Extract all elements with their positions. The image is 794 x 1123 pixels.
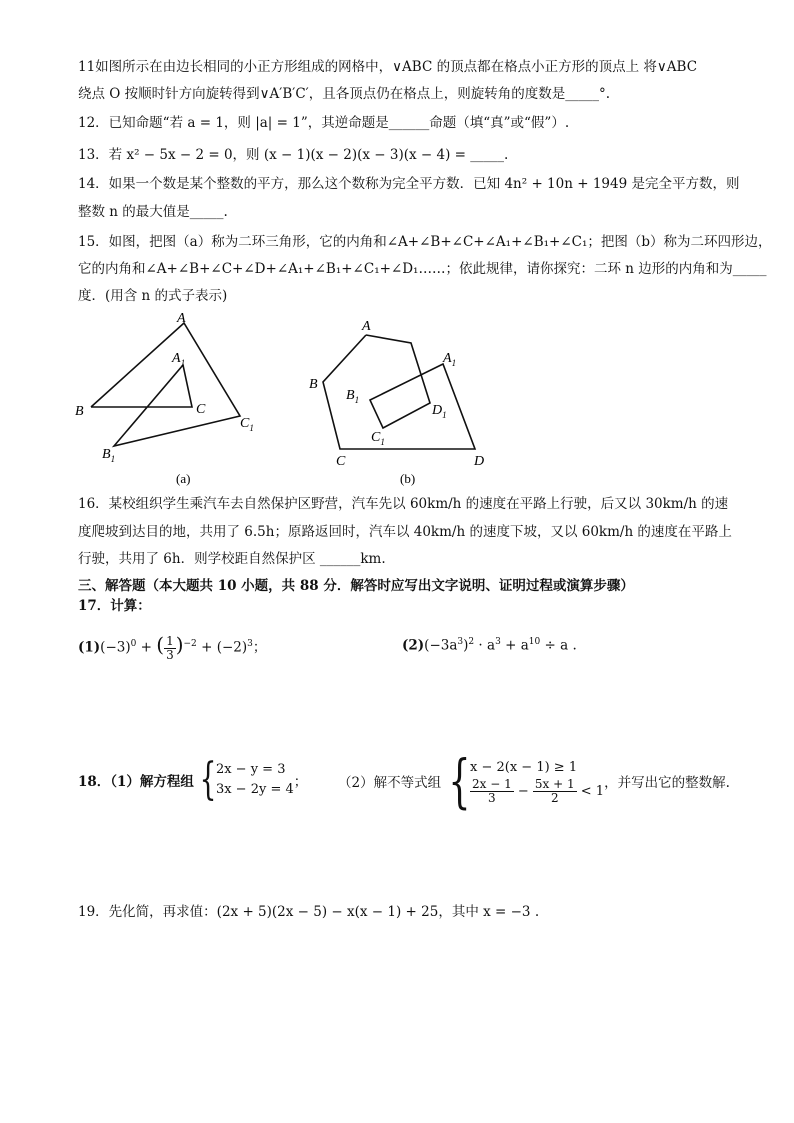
fig-b-label-A1: $A_1$ xyxy=(443,351,457,368)
fig-a-label-A1: $A_1$ xyxy=(172,351,186,368)
fig-a-label-C1: $C_1$ xyxy=(240,416,254,433)
q12-text: 12．已知命题“若 a = 1，则 |a| = 1”，其逆命题是______命题（填“真”或“假”）. xyxy=(78,115,570,131)
fig-a-label-A: A xyxy=(177,311,186,326)
fig-a-label-B1: $B_1$ xyxy=(102,447,116,464)
fig-b-label-D: D xyxy=(474,454,485,469)
fig-b-caption: (b) xyxy=(400,471,416,486)
q13-text: 13．若 x² − 5x − 2 = 0，则 (x − 1)(x − 2)(x − 3)(x − 4) = _____. xyxy=(78,147,509,163)
q14-line2: 整数 n 的最大值是_____. xyxy=(78,204,228,220)
q17-part1: $(1)(-3)^0$ + ( $\frac{1}{3}$ )$^{-2} + (-2)^3$； xyxy=(78,632,267,662)
fig-b-label-B1: $B_1$ xyxy=(346,388,360,405)
q14-line1: 14．如果一个数是某个整数的平方，那么这个数称为完全平方数．已知 4n² + 10n + 1949 是完全平方数，则 xyxy=(78,176,740,192)
fig-a-label-B: B xyxy=(75,404,84,419)
q15-line2: 它的内角和∠A+∠B+∠C+∠D+∠A₁+∠B₁+∠C₁+∠D₁……；依此规律，请你探究：二环 n 边形的内角和为_____ xyxy=(78,261,767,277)
figure-b-two-ring-quadrilateral xyxy=(300,310,510,490)
q19-text: 19．先化简，再求值：(2x + 5)(2x − 5) − x(x − 1) + 25，其中 x = −3 . xyxy=(78,904,540,920)
fig-b-label-D1: $D_1$ xyxy=(432,403,447,420)
q16-line1: 16．某校组织学生乘汽车去自然保护区野营，汽车先以 60km/h 的速度在平路上行驶，后又以 30km/h 的速 xyxy=(78,496,729,512)
q16-line2: 度爬坡到达目的地，共用了 6.5h；原路返回时，汽车以 40km/h 的速度下坡，又以 60km/h 的速度在平路上 xyxy=(78,524,732,540)
q15-line1: 15．如图，把图（a）称为二环三角形，它的内角和∠A+∠B+∠C+∠A₁+∠B₁+∠C₁；把图（b）称为二环四形边， xyxy=(78,234,772,250)
q17-part2: $(2)(-3a^3)^2 \cdot a^3 + a^{10} \div a$ . xyxy=(402,637,577,654)
q16-line3: 行驶，共用了 6h．则学校距自然保护区 ______km. xyxy=(78,551,386,567)
q15-line3: 度．(用含 n 的式子表示) xyxy=(78,288,228,304)
section-3-heading: 三、解答题（本大题共 10 小题，共 88 分．解答时应写出文字说明、证明过程或演算步骤） xyxy=(78,578,634,594)
q11-line2: 绕点 O 按顺时针方向旋转得到∨A′B′C′，且各顶点仍在格点上，则旋转角的度数是_____°. xyxy=(78,86,611,102)
fig-b-label-A: A xyxy=(362,319,371,334)
figure-a-two-ring-triangle xyxy=(70,310,270,490)
fig-b-label-B: B xyxy=(309,377,318,392)
q17-title: 17．计算： xyxy=(78,598,151,614)
fig-b-label-C1: $C_1$ xyxy=(371,430,385,447)
q11-line1: 11如图所示在由边长相同的小正方形组成的网格中，∨ABC 的顶点都在格点小正方形的顶点上 将∨ABC xyxy=(78,59,698,75)
fig-b-label-C: C xyxy=(336,454,346,469)
q18-part2: （2）解不等式组 { x − 2(x − 1) ≥ 1 $\frac{2x - 1}{3}$ − $\frac{5x + 1}{2}$ < 1 ，并写出它的整数解. xyxy=(338,747,730,815)
q18-part1: 18．（1）解方程组 { 2x − y = 3 3x − 2y = 4 ； xyxy=(78,754,308,805)
fig-a-label-C: C xyxy=(196,402,206,417)
fig-a-caption: (a) xyxy=(176,471,191,486)
